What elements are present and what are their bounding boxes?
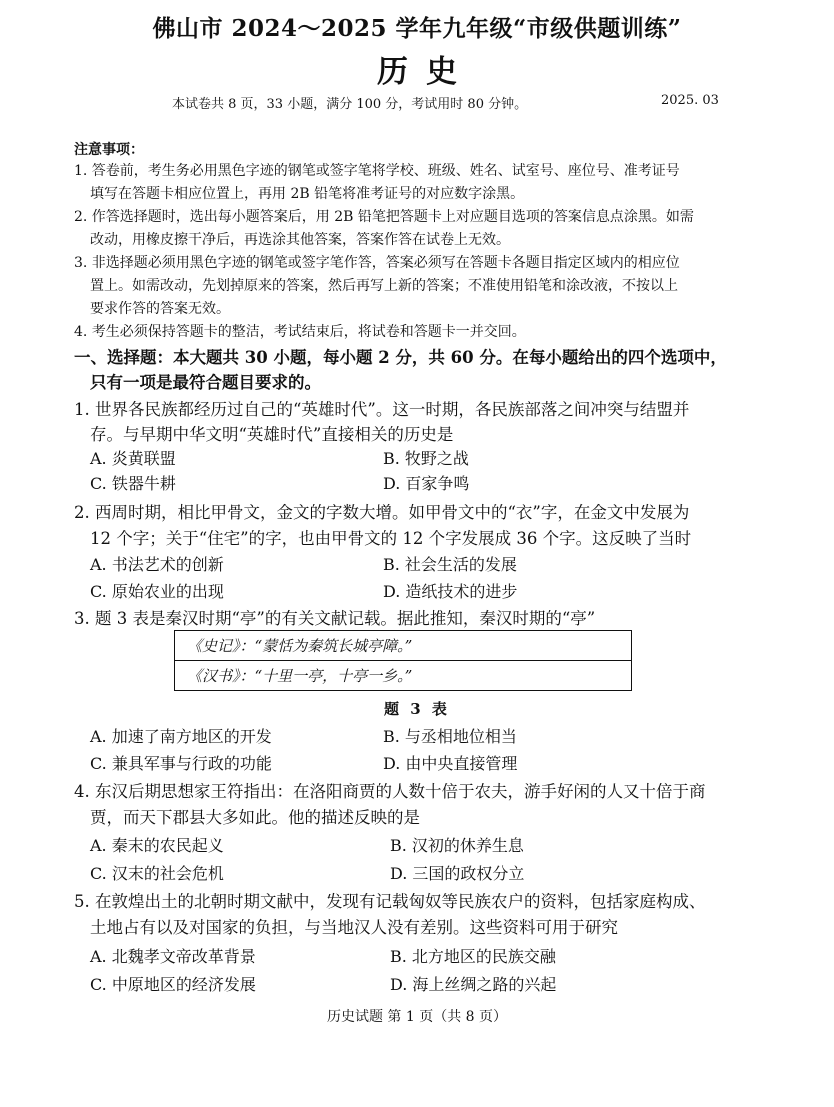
exam-title: 佛山市 2024～2025 学年九年级“市级供题训练” — [152, 15, 682, 42]
section-heading: 只有一项是最符合题目要求的。 — [90, 373, 321, 392]
note-line: 改动，用橡皮擦干净后，再选涂其他答案，答案作答在试卷上无效。 — [90, 232, 510, 248]
question-5-option-a: A. 北魏孝文帝改革背景 — [90, 947, 256, 966]
question-4-option-a: A. 秦末的农民起义 — [90, 836, 224, 855]
question-1-stem: 1. 世界各民族都经历过自己的“英雄时代”。这一时期，各民族部落之间冲突与结盟并 — [74, 400, 690, 419]
question-1-option-d: D. 百家争鸣 — [383, 474, 470, 493]
question-5-stem: 5. 在敦煌出土的北朝时期文献中，发现有记载匈奴等民族农户的资料，包括家庭构成、 — [74, 892, 706, 911]
question-2-option-a: A. 书法艺术的创新 — [90, 555, 224, 574]
subject-title: 历史 — [377, 54, 475, 90]
question-2-stem: 12 个字；关于“住宅”的字，也由甲骨文的 12 个字发展成 36 个字。这反映了当时 — [90, 529, 692, 548]
question-1-option-b: B. 牧野之战 — [383, 449, 469, 468]
note-line: 2. 作答选择题时，选出每小题答案后，用 2B 铅笔把答题卡上对应题目选项的答案信息点涂黑。如需 — [74, 209, 694, 225]
question-2-option-c: C. 原始农业的出现 — [90, 582, 224, 601]
question-4-option-c: C. 汉末的社会危机 — [90, 864, 224, 883]
question-2-option-b: B. 社会生活的发展 — [383, 555, 517, 574]
note-line: 1. 答卷前，考生务必用黑色字迹的钢笔或签字笔将学校、班级、姓名、试室号、座位号、准考证号 — [74, 163, 680, 179]
question-3-option-d: D. 由中央直接管理 — [383, 754, 518, 773]
table-cell-hanshu: 《汉书》：“十里一亭，十亭一乡。” — [175, 661, 632, 691]
question-4-stem: 贾，而天下郡县大多如此。他的描述反映的是 — [90, 808, 420, 827]
question-3-stem: 3. 题 3 表是秦汉时期“亭”的有关文献记载。据此推知，秦汉时期的“亭” — [74, 609, 596, 628]
section-heading: 一、选择题：本大题共 30 小题，每小题 2 分，共 60 分。在每小题给出的四个选项中， — [74, 348, 727, 367]
question-1-option-a: A. 炎黄联盟 — [90, 449, 176, 468]
question-4-option-b: B. 汉初的休养生息 — [390, 836, 524, 855]
question-4-option-d: D. 三国的政权分立 — [390, 864, 525, 883]
question-3-option-c: C. 兼具军事与行政的功能 — [90, 754, 272, 773]
question-2-stem: 2. 西周时期，相比甲骨文，金文的字数大增。如甲骨文中的“衣”字，在金文中发展为 — [74, 503, 690, 522]
exam-date: 2025. 03 — [661, 93, 719, 108]
question-5-option-b: B. 北方地区的民族交融 — [390, 947, 556, 966]
note-line: 要求作答的答案无效。 — [90, 301, 230, 317]
note-line: 3. 非选择题必须用黑色字迹的钢笔或签字笔作答，答案必须写在答题卡各题目指定区域内的相应位 — [74, 255, 680, 271]
note-line: 填写在答题卡相应位置上，再用 2B 铅笔将准考证号的对应数字涂黑。 — [90, 186, 525, 202]
table-caption: 题 3 表 — [384, 700, 450, 718]
question-4-stem: 4. 东汉后期思想家王符指出：在洛阳商贾的人数十倍于农夫，游手好闲的人又十倍于商 — [74, 782, 706, 801]
note-line: 置上。如需改动，先划掉原来的答案，然后再写上新的答案；不准使用铅笔和涂改液，不按以上 — [90, 278, 678, 294]
question-5-option-c: C. 中原地区的经济发展 — [90, 975, 256, 994]
question-3-option-a: A. 加速了南方地区的开发 — [90, 727, 272, 746]
question-5-option-d: D. 海上丝绸之路的兴起 — [390, 975, 557, 994]
table-cell-shiji: 《史记》：“蒙恬为秦筑长城亭障。” — [175, 631, 632, 661]
question-1-stem: 存。与早期中华文明“英雄时代”直接相关的历史是 — [90, 425, 454, 444]
question-5-stem: 土地占有以及对国家的负担，与当地汉人没有差别。这些资料可用于研究 — [90, 918, 618, 937]
question-2-option-d: D. 造纸技术的进步 — [383, 582, 518, 601]
exam-info: 本试卷共 8 页，33 小题，满分 100 分，考试用时 80 分钟。 — [172, 97, 528, 112]
notes-heading: 注意事项： — [74, 142, 144, 158]
question-3-option-b: B. 与丞相地位相当 — [383, 727, 517, 746]
note-line: 4. 考生必须保持答题卡的整洁，考试结束后，将试卷和答题卡一并交回。 — [74, 324, 526, 340]
question-3-table — [174, 630, 632, 691]
question-1-option-c: C. 铁器牛耕 — [90, 474, 176, 493]
page-footer: 历史试题 第 1 页（共 8 页） — [326, 1009, 508, 1025]
